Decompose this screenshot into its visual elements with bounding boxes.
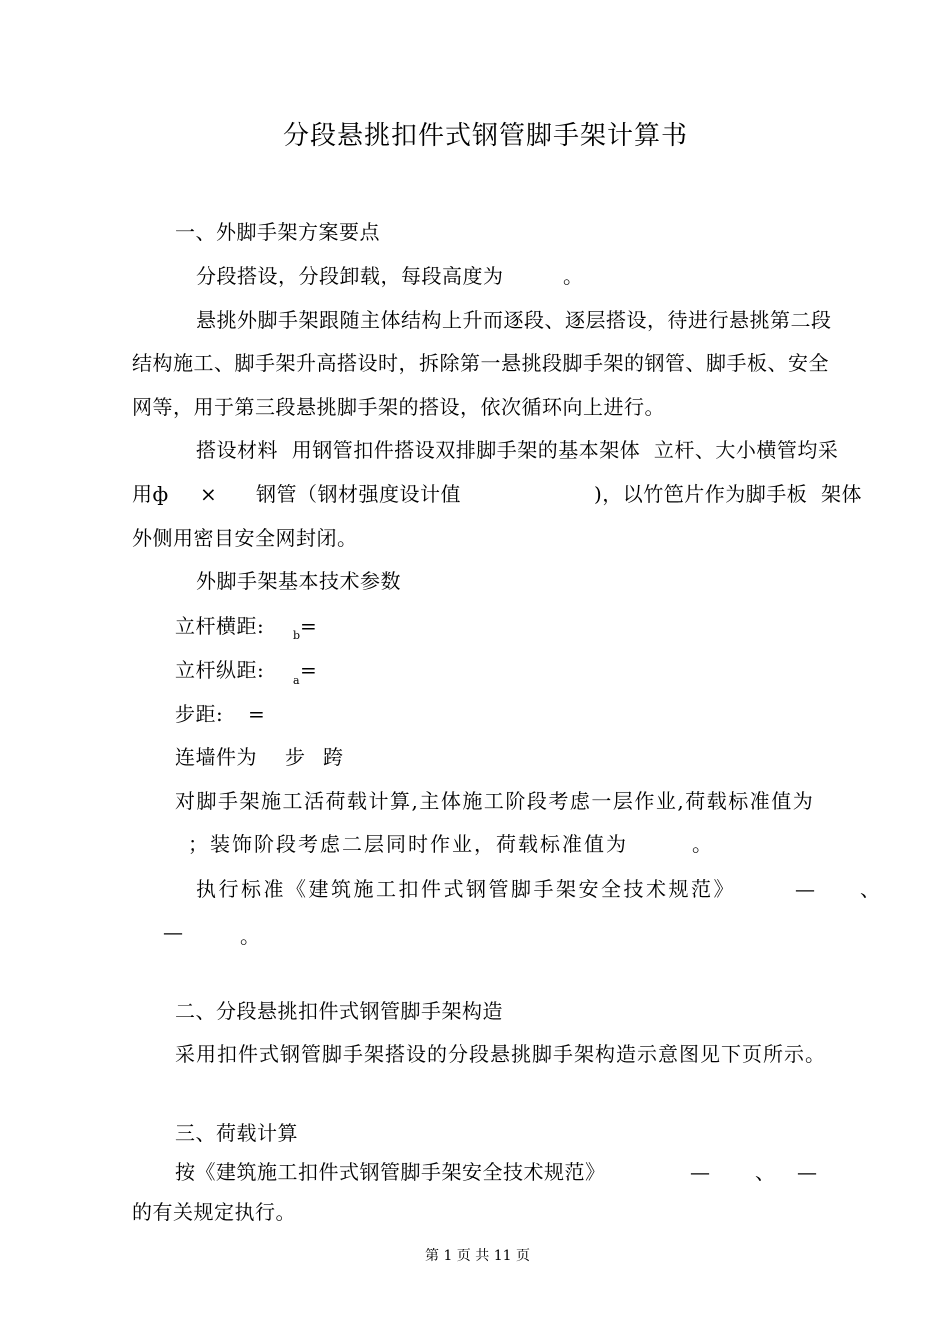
load-line2-end: 。 [692,832,713,856]
section3-p1-dash2: — [797,1160,818,1184]
section1-heading: 一、外脚手架方案要点 [175,220,380,244]
section2-p1: 采用扣件式钢管脚手架搭设的分段悬挑脚手架构造示意图见下页所示。 [175,1042,826,1066]
section1-p1-end: 。 [563,264,584,288]
param-row-longitudinal-subscript: a [293,674,300,687]
param-row-tie-c: 跨 [323,745,344,769]
section1-p1: 分段搭设，分段卸载，每段高度为 [196,264,504,288]
section3-p1-dash1: — [690,1160,711,1184]
param-row-step-equals: = [248,702,266,726]
std-dash1: — [795,877,816,901]
section1-p3-line3: 外侧用密目安全网封闭。 [132,526,358,550]
std-dash2: — [163,920,184,944]
param-row-transverse-subscript: b [293,629,301,642]
load-line1: 对脚手架施工活荷载计算,主体施工阶段考虑一层作业,荷载标准值为 [175,789,815,813]
param-row-step-label: 步距: [175,702,224,726]
section1-p2-line2: 结构施工、脚手架升高搭设时，拆除第一悬挑段脚手架的钢管、脚手板、安全 [132,351,829,375]
std-line1: 执行标准《建筑施工扣件式钢管脚手架安全技术规范》 [196,877,736,901]
section1-p3-line2d: )，以竹笆片作为脚手板 架体 [594,482,863,506]
section1-p3-line1: 搭设材料 用钢管扣件搭设双排脚手架的基本架体 立杆、大小横管均采 [196,438,839,462]
page-footer: 第 1 页 共 11 页 [425,1248,530,1264]
param-row-transverse-equals: = [300,614,318,638]
std-end: 。 [240,924,261,948]
params-heading: 外脚手架基本技术参数 [196,569,401,593]
section3-p1-a: 按《建筑施工扣件式钢管脚手架安全技术规范》 [175,1160,606,1184]
param-row-transverse-label: 立杆横距: [175,614,265,638]
section1-p3-line2b: × [200,482,218,506]
section3-heading: 三、荷载计算 [175,1121,298,1145]
section1-p3-line2c: 钢管（钢材强度设计值 [256,482,461,506]
load-line2: ；装饰阶段考虑二层同时作业，荷载标准值为 [188,832,628,856]
section1-p3-line2a: 用ф [132,482,169,506]
section2-heading: 二、分段悬挑扣件式钢管脚手架构造 [175,999,503,1023]
param-row-longitudinal-label: 立杆纵距: [175,658,265,682]
std-comma: 、 [860,877,881,901]
section3-p1-line2: 的有关规定执行。 [132,1200,296,1224]
document-title: 分段悬挑扣件式钢管脚手架计算书 [283,121,689,151]
section3-p1-comma: 、 [755,1160,776,1184]
section1-p2-line3: 网等，用于第三段悬挑脚手架的搭设，依次循环向上进行。 [132,395,665,419]
param-row-tie-a: 连墙件为 [175,745,257,769]
param-row-tie-b: 步 [285,745,306,769]
section1-p2-line1: 悬挑外脚手架跟随主体结构上升而逐段、逐层搭设，待进行悬挑第二段 [196,308,832,332]
param-row-longitudinal-equals: = [300,658,318,682]
